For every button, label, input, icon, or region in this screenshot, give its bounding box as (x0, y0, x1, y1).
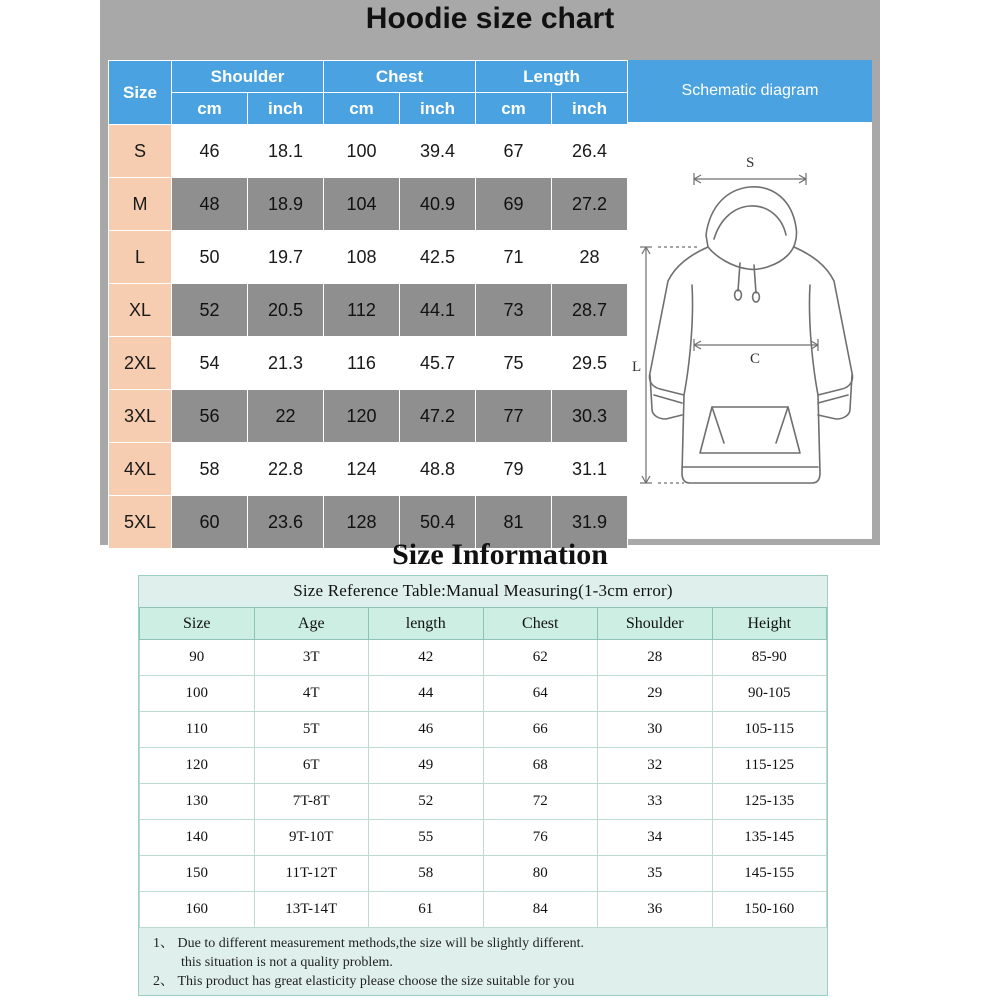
table-row (140, 712, 827, 748)
ref-cell-size: 130 (140, 784, 255, 820)
ref-cell-size: 110 (140, 712, 255, 748)
cell-length-cm: 77 (476, 390, 552, 443)
header-chest: Chest (324, 61, 476, 93)
cell-shoulder-inch: 23.6 (248, 496, 324, 549)
chart-title: Hoodie size chart (365, 2, 615, 35)
header-length: Length (476, 61, 628, 93)
cell-length-cm: 73 (476, 284, 552, 337)
header-length-inch: inch (552, 93, 628, 125)
cell-chest-cm: 108 (324, 231, 400, 284)
cell-length-cm: 67 (476, 125, 552, 178)
cell-length-cm: 81 (476, 496, 552, 549)
cell-size: 2XL (109, 337, 172, 390)
header-length-cm: cm (476, 93, 552, 125)
label-shoulder: S (746, 155, 755, 171)
header-shoulder: Shoulder (172, 61, 324, 93)
note-line-1b: this situation is not a quality problem. (181, 955, 393, 970)
notes-section (139, 928, 827, 995)
cell-size: XL (109, 284, 172, 337)
ref-cell-shoulder: 34 (598, 820, 713, 856)
cell-chest-inch: 50.4 (400, 496, 476, 549)
cell-length-inch: 27.2 (552, 178, 628, 231)
cell-shoulder-inch: 18.9 (248, 178, 324, 231)
ref-cell-age: 6T (254, 748, 369, 784)
ref-header-height: Height (712, 608, 827, 640)
ref-cell-chest: 64 (483, 676, 598, 712)
size-reference-title: Size Reference Table:Manual Measuring(1-3cm error) (293, 581, 673, 600)
ref-cell-length: 44 (369, 676, 484, 712)
ref-cell-length: 52 (369, 784, 484, 820)
table-row (140, 640, 827, 676)
ref-cell-age: 9T-10T (254, 820, 369, 856)
cell-shoulder-cm: 54 (172, 337, 248, 390)
ref-cell-shoulder: 29 (598, 676, 713, 712)
table-header-row-group (109, 61, 628, 93)
ref-cell-length: 58 (369, 856, 484, 892)
size-information-title: Size Information (392, 538, 608, 571)
ref-cell-chest: 76 (483, 820, 598, 856)
ref-header-shoulder: Shoulder (598, 608, 713, 640)
cell-shoulder-inch: 20.5 (248, 284, 324, 337)
label-length: L (632, 359, 642, 375)
ref-header-size: Size (140, 608, 255, 640)
size-reference-table (139, 607, 827, 928)
header-chest-cm: cm (324, 93, 400, 125)
ref-cell-shoulder: 30 (598, 712, 713, 748)
header-shoulder-cm: cm (172, 93, 248, 125)
cell-length-inch: 26.4 (552, 125, 628, 178)
cell-chest-inch: 39.4 (400, 125, 476, 178)
cell-length-inch: 31.9 (552, 496, 628, 549)
ref-cell-height: 85-90 (712, 640, 827, 676)
ref-header-chest: Chest (483, 608, 598, 640)
ref-cell-chest: 66 (483, 712, 598, 748)
cell-shoulder-cm: 46 (172, 125, 248, 178)
ref-cell-age: 11T-12T (254, 856, 369, 892)
size-reference-panel (138, 575, 828, 996)
cell-shoulder-inch: 18.1 (248, 125, 324, 178)
table-row (109, 231, 628, 284)
cell-shoulder-cm: 58 (172, 443, 248, 496)
cell-shoulder-cm: 52 (172, 284, 248, 337)
table-row (109, 125, 628, 178)
table-row (109, 284, 628, 337)
schematic-header-label: Schematic diagram (628, 60, 872, 123)
ref-cell-height: 90-105 (712, 676, 827, 712)
cell-length-cm: 75 (476, 337, 552, 390)
ref-cell-length: 49 (369, 748, 484, 784)
cell-chest-inch: 42.5 (400, 231, 476, 284)
cell-shoulder-cm: 50 (172, 231, 248, 284)
size-table-container (108, 60, 628, 549)
ref-header-row (140, 608, 827, 640)
ref-cell-age: 7T-8T (254, 784, 369, 820)
label-chest: C (750, 351, 761, 367)
cell-chest-inch: 48.8 (400, 443, 476, 496)
cell-shoulder-cm: 60 (172, 496, 248, 549)
cell-chest-cm: 120 (324, 390, 400, 443)
ref-cell-size: 150 (140, 856, 255, 892)
cell-size: M (109, 178, 172, 231)
cell-size: S (109, 125, 172, 178)
schematic-diagram-panel (628, 60, 872, 538)
table-row (140, 748, 827, 784)
table-row (140, 676, 827, 712)
cell-shoulder-inch: 19.7 (248, 231, 324, 284)
table-row (140, 784, 827, 820)
table-header-row-units (109, 93, 628, 125)
ref-cell-shoulder: 36 (598, 892, 713, 928)
ref-cell-height: 125-135 (712, 784, 827, 820)
header-chest-inch: inch (400, 93, 476, 125)
ref-cell-length: 42 (369, 640, 484, 676)
cell-chest-cm: 124 (324, 443, 400, 496)
ref-cell-size: 140 (140, 820, 255, 856)
ref-cell-age: 5T (254, 712, 369, 748)
note-line-1: 1、 Due to different measurement methods,the size will be slightly different. (153, 936, 585, 951)
ref-cell-length: 55 (369, 820, 484, 856)
note-line-2: 2、 This product has great elasticity please choose the size suitable for you (153, 974, 575, 989)
ref-header-age: Age (254, 608, 369, 640)
hoodie-size-table (108, 60, 628, 549)
cell-length-cm: 71 (476, 231, 552, 284)
table-row (109, 443, 628, 496)
table-row (109, 178, 628, 231)
ref-cell-shoulder: 32 (598, 748, 713, 784)
ref-cell-size: 160 (140, 892, 255, 928)
hoodie-illustration-icon (628, 123, 872, 539)
cell-chest-cm: 112 (324, 284, 400, 337)
ref-cell-height: 150-160 (712, 892, 827, 928)
ref-cell-size: 100 (140, 676, 255, 712)
cell-size: 3XL (109, 390, 172, 443)
cell-chest-inch: 45.7 (400, 337, 476, 390)
header-shoulder-inch: inch (248, 93, 324, 125)
ref-cell-size: 120 (140, 748, 255, 784)
ref-cell-age: 3T (254, 640, 369, 676)
ref-cell-chest: 80 (483, 856, 598, 892)
ref-cell-size: 90 (140, 640, 255, 676)
cell-length-inch: 28.7 (552, 284, 628, 337)
table-row (140, 892, 827, 928)
cell-chest-inch: 44.1 (400, 284, 476, 337)
table-row (140, 820, 827, 856)
ref-cell-shoulder: 33 (598, 784, 713, 820)
cell-size: 5XL (109, 496, 172, 549)
cell-size: 4XL (109, 443, 172, 496)
table-row (140, 856, 827, 892)
ref-cell-age: 4T (254, 676, 369, 712)
cell-length-inch: 29.5 (552, 337, 628, 390)
cell-shoulder-inch: 21.3 (248, 337, 324, 390)
ref-cell-length: 61 (369, 892, 484, 928)
ref-cell-height: 145-155 (712, 856, 827, 892)
ref-cell-height: 115-125 (712, 748, 827, 784)
cell-size: L (109, 231, 172, 284)
cell-length-cm: 79 (476, 443, 552, 496)
cell-chest-cm: 104 (324, 178, 400, 231)
ref-cell-shoulder: 35 (598, 856, 713, 892)
cell-length-inch: 31.1 (552, 443, 628, 496)
ref-cell-chest: 62 (483, 640, 598, 676)
ref-cell-chest: 72 (483, 784, 598, 820)
cell-length-inch: 30.3 (552, 390, 628, 443)
cell-chest-inch: 40.9 (400, 178, 476, 231)
cell-chest-inch: 47.2 (400, 390, 476, 443)
header-size: Size (109, 61, 172, 125)
ref-cell-length: 46 (369, 712, 484, 748)
ref-cell-age: 13T-14T (254, 892, 369, 928)
ref-cell-chest: 68 (483, 748, 598, 784)
cell-shoulder-cm: 48 (172, 178, 248, 231)
cell-shoulder-inch: 22.8 (248, 443, 324, 496)
table-row (109, 337, 628, 390)
ref-cell-height: 135-145 (712, 820, 827, 856)
cell-shoulder-cm: 56 (172, 390, 248, 443)
ref-header-length: length (369, 608, 484, 640)
cell-chest-cm: 128 (324, 496, 400, 549)
cell-chest-cm: 116 (324, 337, 400, 390)
ref-cell-chest: 84 (483, 892, 598, 928)
ref-cell-shoulder: 28 (598, 640, 713, 676)
table-row (109, 390, 628, 443)
ref-cell-height: 105-115 (712, 712, 827, 748)
schematic-drawing (628, 123, 872, 539)
cell-shoulder-inch: 22 (248, 390, 324, 443)
cell-chest-cm: 100 (324, 125, 400, 178)
cell-length-cm: 69 (476, 178, 552, 231)
cell-length-inch: 28 (552, 231, 628, 284)
hoodie-size-chart-panel (100, 0, 880, 545)
